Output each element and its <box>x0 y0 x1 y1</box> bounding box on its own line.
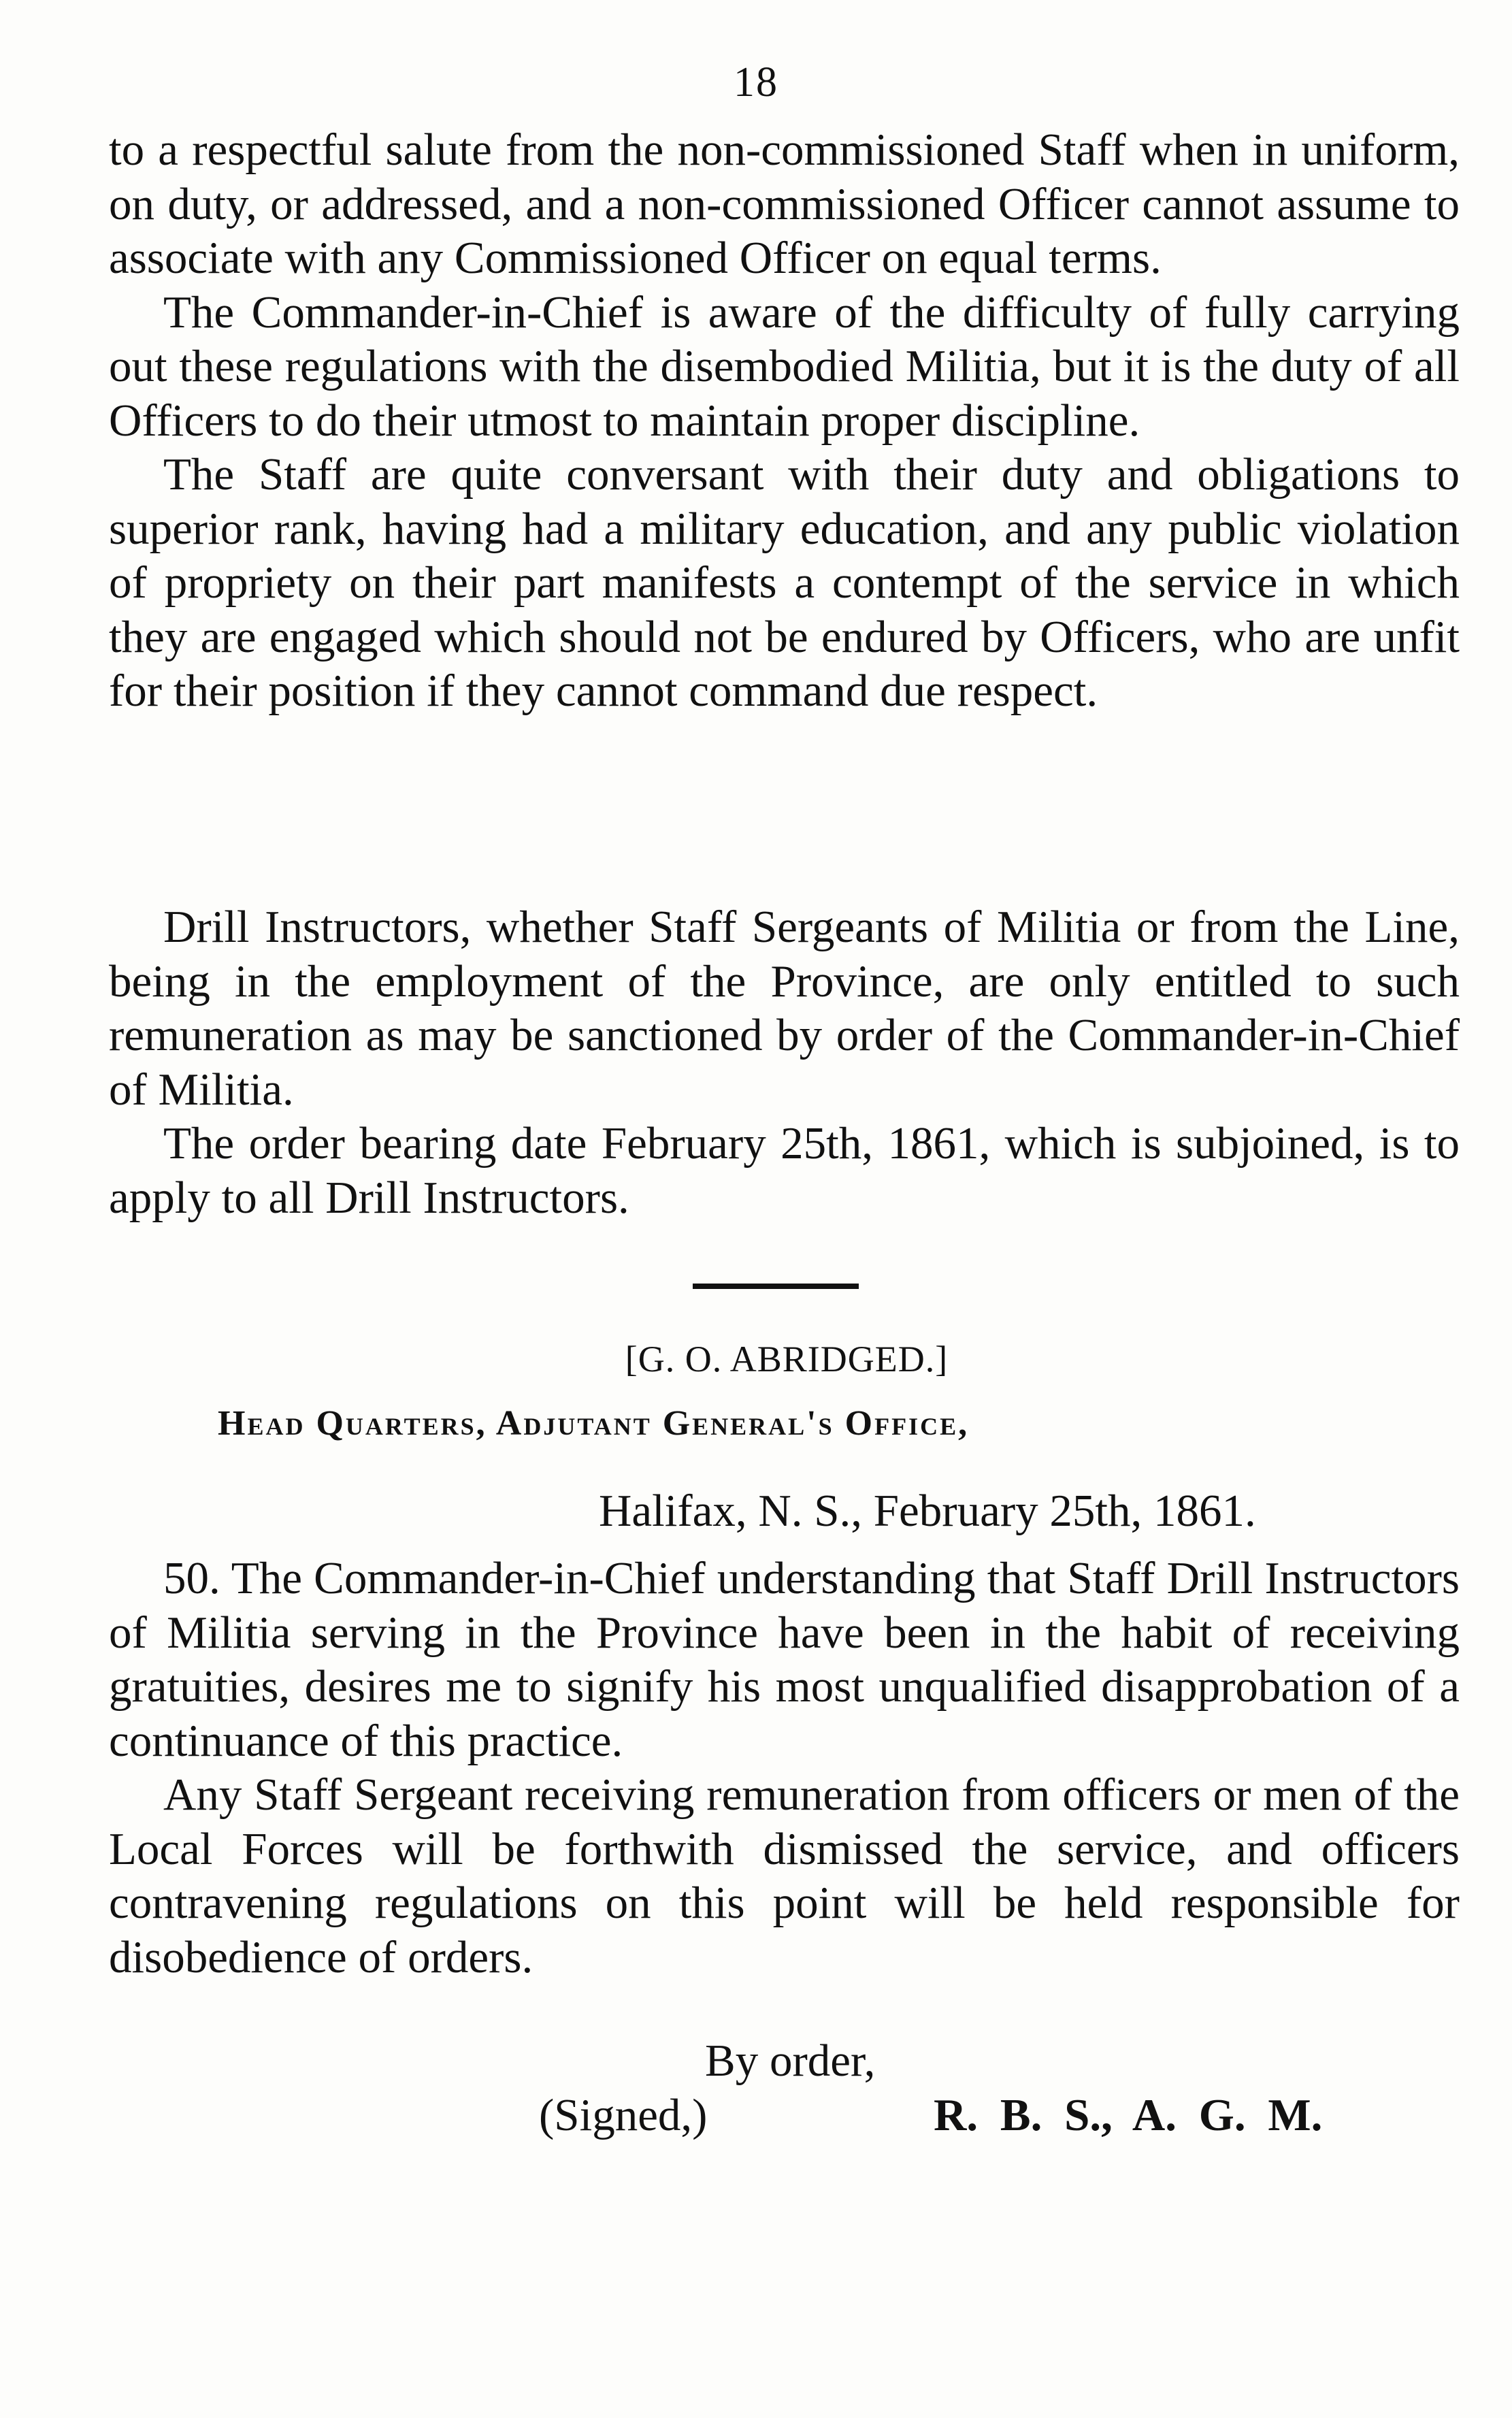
order-text <box>109 1552 1460 1984</box>
page-number: 18 <box>734 59 778 105</box>
paragraph-drill-instructors: Drill Instructors, whether Staff Sergeants of Militia or from the Line, being in the employment of the Province, are only entitled to such remuneration as may be sanctioned by order of the Commander-in-Chief of Militia. <box>109 902 1460 1115</box>
office-heading: Head Quarters, Adjutant General's Office, <box>218 1404 970 1443</box>
signed-label: (Signed,) <box>539 2090 708 2140</box>
by-order-line: By order, <box>705 2036 876 2086</box>
order-heading: [G. O. ABRIDGED.] <box>625 1339 949 1379</box>
drill-instructors-text <box>109 900 1460 1225</box>
paragraph-salute: to a respectful salute from the non-commissioned Staff when in uniform, on duty, or addressed, and a non-commissioned Officer cannot assume to associate with any Commissioned Officer on equal terms. <box>109 125 1460 283</box>
body-text <box>109 123 1460 719</box>
paragraph-order-50: 50. The Commander-in-Chief understanding that Staff Drill Instructors of Militia serving in the Province have been in the habit of receiving gratuities, desires me to signify his most unqualified disapprobation of a continuance of this practice. <box>109 1553 1460 1766</box>
signatory-initials: R. B. S., A. G. M. <box>934 2090 1323 2140</box>
paragraph-staff-conduct: The Staff are quite conversant with their duty and obligations to superior rank, having had a military education, and any public violation of propriety on their part manifests a contempt of the service in which they are engaged which should not be endured by Officers, who are unfit for their position if they cannot command due respect. <box>109 449 1460 716</box>
paragraph-commander-awareness: The Commander-in-Chief is aware of the difficulty of fully carrying out these regulations with the disembodied Militia, but it is the duty of all Officers to do their utmost to maintain proper discipline. <box>109 287 1460 446</box>
paragraph-dismissal: Any Staff Sergeant receiving remuneration from officers or men of the Local Forces will be forthwith dismissed the service, and officers contravening regulations on this point will be held responsible for disobedience of orders. <box>109 1769 1460 1982</box>
paragraph-order-reference: The order bearing date February 25th, 1861, which is subjoined, is to apply to all Drill Instructors. <box>109 1118 1460 1223</box>
order-dateline: Halifax, N. S., February 25th, 1861. <box>599 1486 1256 1536</box>
section-divider <box>693 1284 859 1289</box>
